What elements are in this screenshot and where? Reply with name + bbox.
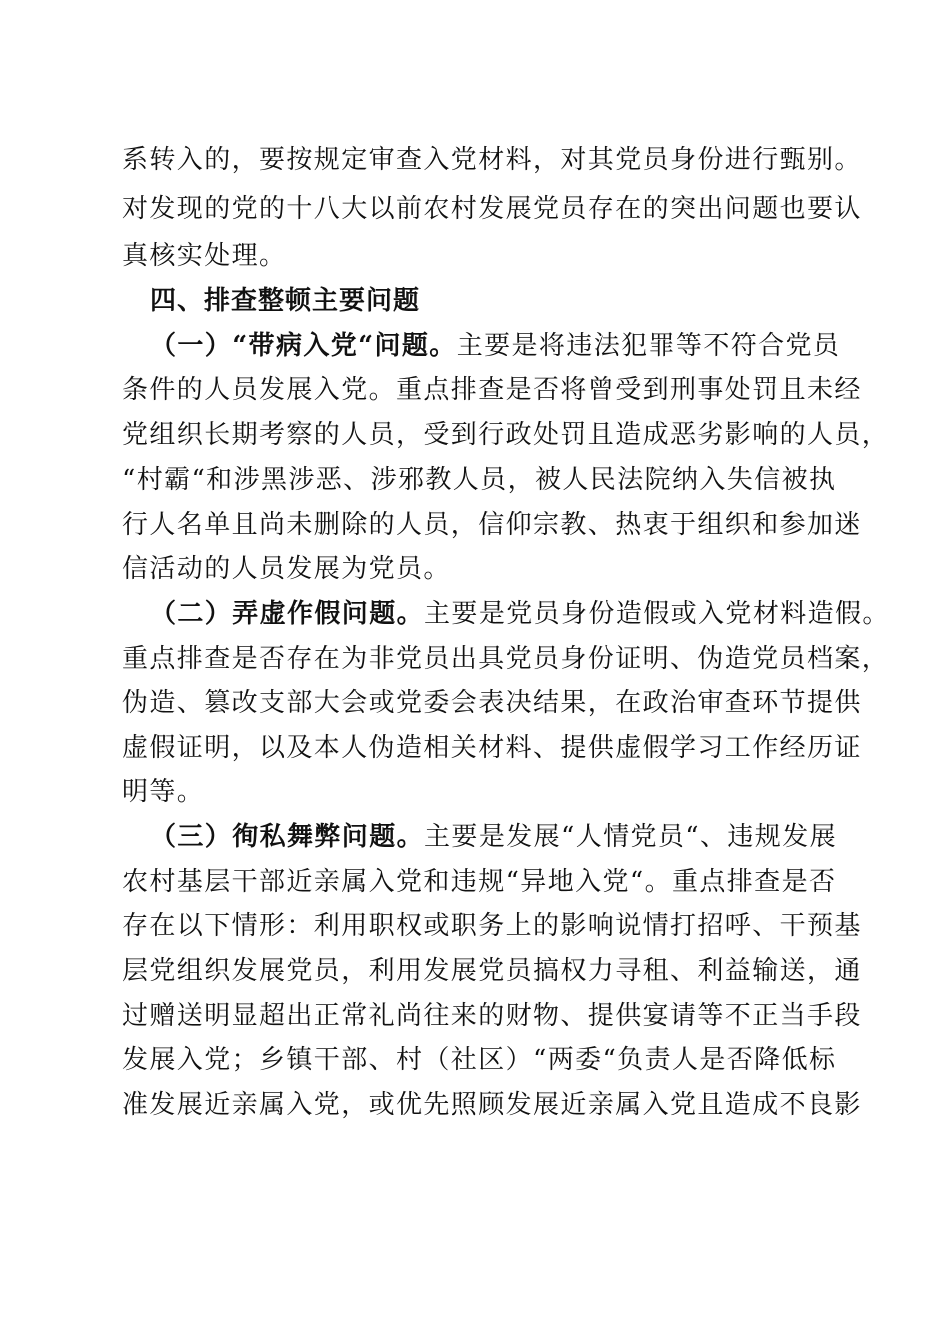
body-line: 发展入党；乡镇干部、村（社区）“两委“负责人是否降低标 — [122, 1045, 837, 1075]
item-1-first-text: 主要是将违法犯罪等不符合党员 — [456, 331, 841, 361]
item-3-first-line — [150, 820, 870, 854]
body-line: 明等。 — [122, 777, 205, 807]
item-3-title: （三）徇私舞弊问题。 — [150, 822, 425, 852]
body-line: 准发展近亲属入党，或优先照顾发展近亲属入党且造成不良影 — [122, 1090, 862, 1120]
body-line: 系转入的，要按规定审查入党材料，对其党员身份进行甄别。 — [122, 145, 862, 175]
body-line: 条件的人员发展入党。重点排查是否将曾受到刑事处罚且未经 — [122, 375, 862, 405]
item-1-first-line — [150, 329, 870, 363]
body-line: 存在以下情形：利用职权或职务上的影响说情打招呼、干预基 — [122, 911, 862, 941]
body-line: 虚假证明，以及本人伪造相关材料、提供虚假学习工作经历证 — [122, 733, 862, 763]
body-line: 过赠送明显超出正常礼尚往来的财物、提供宴请等不正当手段 — [122, 1001, 862, 1031]
body-line: 农村基层干部近亲属入党和违规“异地入党“。重点排查是否 — [122, 867, 837, 897]
item-1-title: （一）“带病入党“问题。 — [150, 331, 457, 361]
body-line: “村霸“和涉黑涉恶、涉邪教人员，被人民法院纳入失信被执 — [122, 465, 837, 495]
body-line: 层党组织发展党员，利用发展党员搞权力寻租、利益输送，通 — [122, 956, 862, 986]
body-line: 重点排查是否存在为非党员出具党员身份证明、伪造党员档案， — [122, 644, 890, 674]
item-3-first-text: 主要是发展“人情党员“、违规发展 — [424, 822, 837, 852]
body-line: 行人名单且尚未删除的人员，信仰宗教、热衷于组织和参加迷 — [122, 510, 862, 540]
body-line: 真核实处理。 — [122, 241, 287, 271]
body-line: 信活动的人员发展为党员。 — [122, 554, 451, 584]
item-2-first-line — [150, 597, 890, 631]
item-2-first-text: 主要是党员身份造假或入党材料造假。 — [424, 599, 890, 629]
body-line: 对发现的党的十八大以前农村发展党员存在的突出问题也要认 — [122, 194, 862, 224]
section-heading: 四、排查整顿主要问题 — [150, 286, 421, 316]
item-2-title: （二）弄虚作假问题。 — [150, 599, 425, 629]
body-line: 伪造、篡改支部大会或党委会表决结果，在政治审查环节提供 — [122, 688, 862, 718]
body-line: 党组织长期考察的人员，受到行政处罚且造成恶劣影响的人员， — [122, 420, 890, 450]
